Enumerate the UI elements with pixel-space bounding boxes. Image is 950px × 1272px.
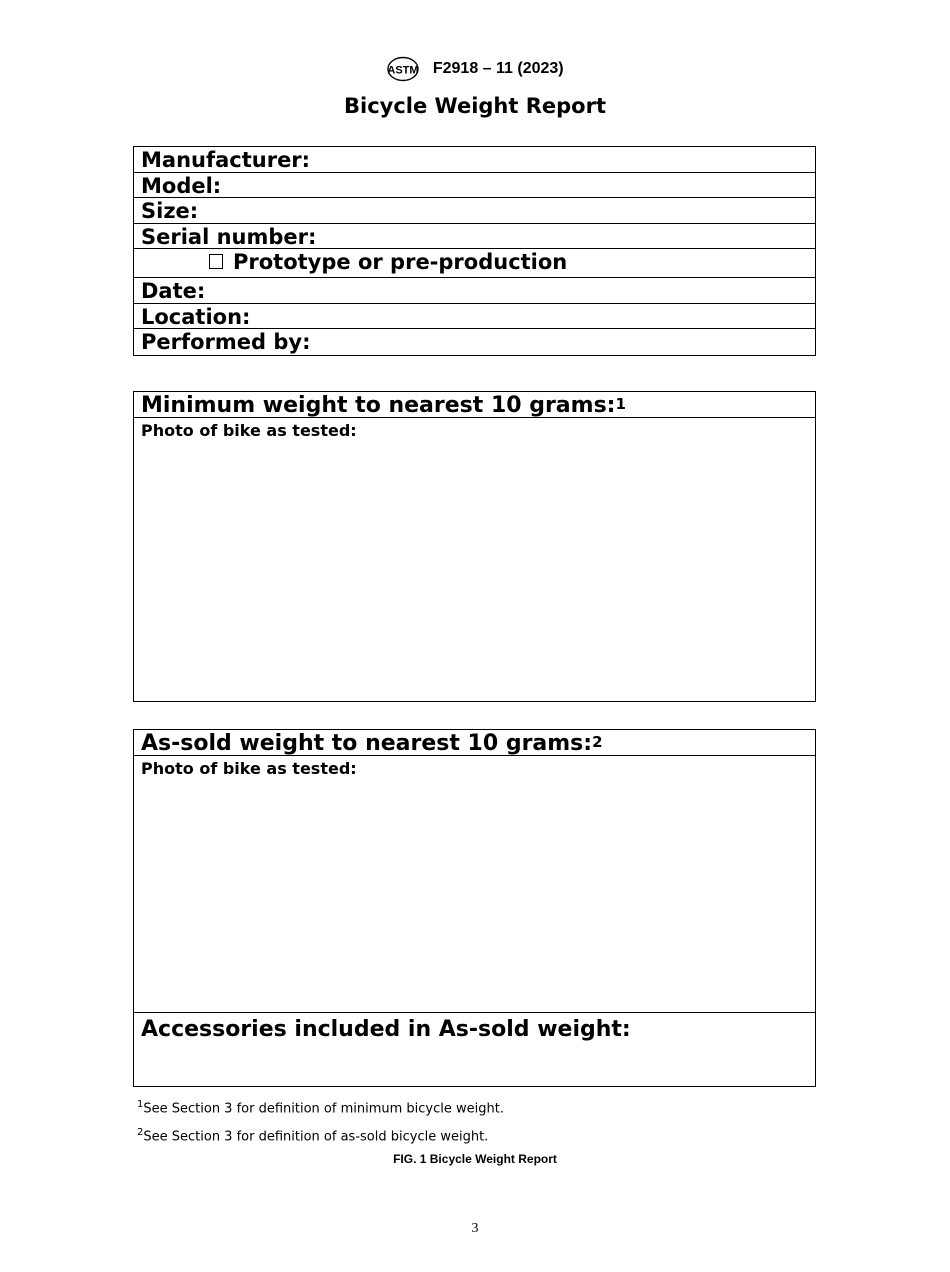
prototype-checkbox[interactable] bbox=[209, 254, 223, 269]
size-field[interactable]: Size: bbox=[134, 198, 815, 224]
minimum-photo-label: Photo of bike as tested: bbox=[141, 421, 357, 440]
page-number: 3 bbox=[471, 1221, 479, 1236]
minimum-weight-section bbox=[133, 391, 816, 702]
as-sold-weight-section bbox=[133, 729, 816, 1087]
performed-by-field[interactable]: Performed by: bbox=[141, 330, 311, 354]
model-field[interactable]: Model: bbox=[134, 173, 815, 199]
footnote-ref-1: 1 bbox=[615, 395, 626, 413]
date-field[interactable]: Date: bbox=[134, 278, 815, 304]
as-sold-photo-label: Photo of bike as tested: bbox=[141, 759, 357, 778]
standard-designation: F2918 – 11 (2023) bbox=[432, 60, 564, 77]
footnote-marker: 2 bbox=[137, 1127, 144, 1138]
footnote-1 bbox=[137, 1099, 504, 1116]
page-title: Bicycle Weight Report bbox=[344, 94, 606, 118]
manufacturer-field[interactable]: Manufacturer: bbox=[134, 147, 815, 173]
document-header bbox=[0, 56, 950, 80]
minimum-weight-heading[interactable] bbox=[134, 392, 815, 418]
as-sold-weight-heading[interactable] bbox=[134, 730, 815, 756]
figure-caption: FIG. 1 Bicycle Weight Report bbox=[393, 1152, 557, 1166]
footnote-ref-2: 2 bbox=[592, 733, 603, 751]
serial-number-field[interactable]: Serial number: bbox=[134, 224, 815, 250]
accessories-heading[interactable]: Accessories included in As-sold weight: bbox=[134, 1012, 815, 1085]
report-info-box bbox=[133, 146, 816, 356]
as-sold-weight-label: As-sold weight to nearest 10 grams: bbox=[141, 731, 593, 756]
prototype-label: Prototype or pre-production bbox=[233, 250, 568, 274]
footnote-2 bbox=[137, 1127, 488, 1144]
footnote-marker: 1 bbox=[137, 1099, 144, 1110]
svg-text:ASTM: ASTM bbox=[387, 64, 419, 77]
footnote-text: See Section 3 for definition of minimum bicycle weight. bbox=[143, 1101, 504, 1117]
minimum-weight-label: Minimum weight to nearest 10 grams: bbox=[141, 393, 616, 418]
footnote-text: See Section 3 for definition of as-sold bicycle weight. bbox=[143, 1129, 489, 1145]
prototype-row bbox=[134, 249, 815, 278]
astm-logo-icon bbox=[386, 56, 420, 82]
location-field[interactable]: Location: bbox=[134, 304, 815, 330]
